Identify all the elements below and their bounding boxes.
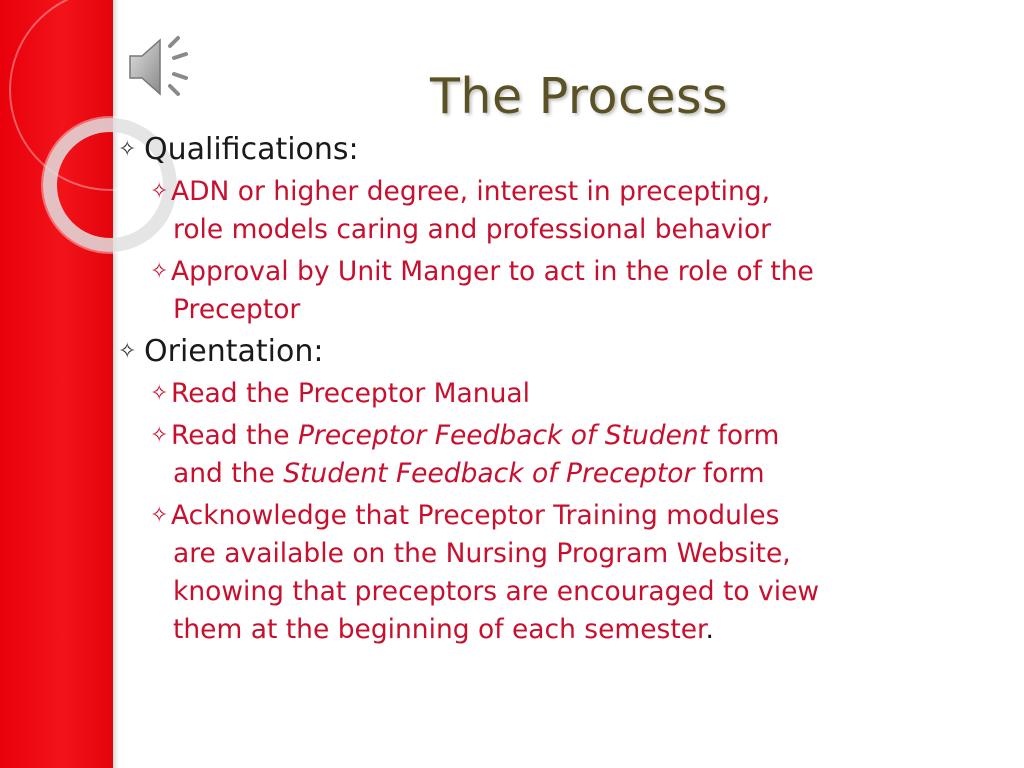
italic-form-name: Student Feedback of Preceptor xyxy=(283,458,695,489)
slide-title: The Process xyxy=(430,68,729,125)
bullet-item: ✧ Read the Preceptor Manual xyxy=(116,375,1006,413)
star-bullet-icon: ✧ xyxy=(150,259,169,284)
star-bullet-icon: ✧ xyxy=(150,381,169,406)
star-bullet-icon: ✧ xyxy=(150,179,169,204)
bullet-item: ✧ ADN or higher degree, interest in precepting, role models caring and professional behavior xyxy=(116,173,1006,249)
star-bullet-icon: ✧ xyxy=(118,339,137,364)
section-heading-orientation: ✧ Orientation: xyxy=(118,334,324,369)
slide-body xyxy=(116,127,1006,649)
star-bullet-icon: ✧ xyxy=(150,423,169,448)
bullet-item: ✧ Acknowledge that Preceptor Training modules are available on the Nursing Program Website, knowing that preceptors are encouraged to view them at the beginning of each semester. xyxy=(116,497,1006,649)
star-bullet-icon: ✧ xyxy=(118,137,137,162)
section-heading-qualifications: ✧ Qualifications: xyxy=(118,132,359,167)
bullet-item: ✧ Approval by Unit Manger to act in the role of the Preceptor xyxy=(116,253,1006,329)
star-bullet-icon: ✧ xyxy=(150,503,169,528)
italic-form-name: Preceptor Feedback of Student xyxy=(297,420,710,451)
audio-speaker-icon[interactable] xyxy=(124,32,198,102)
bullet-item: ✧ Read the Preceptor Feedback of Student form and the Student Feedback of Preceptor form xyxy=(116,417,1006,493)
